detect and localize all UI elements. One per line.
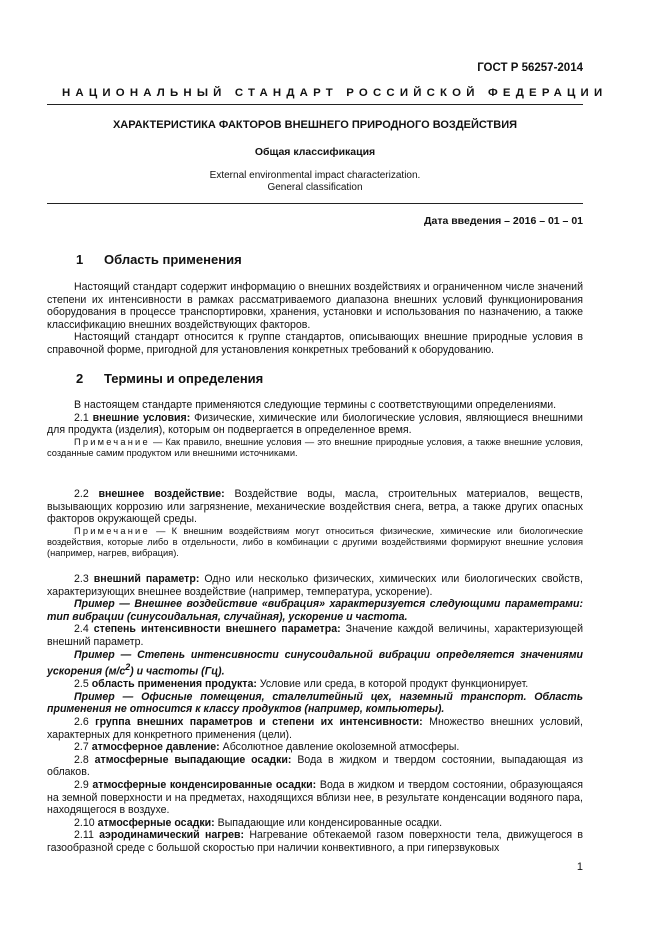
section-number: 2 <box>76 371 84 386</box>
english-title <box>47 170 583 194</box>
paragraph: В настоящем стандарте применяются следующие термины с соответствующими определениями. <box>74 399 557 411</box>
standard-number: ГОСТ Р 56257-2014 <box>477 62 583 74</box>
section-title: Область применения <box>104 252 242 267</box>
example: Пример — Внешнее воздействие «вибрация» характеризуется следующими параметрами: тип вибрации (синусоидальная, случайная), ускорение и частота. <box>47 598 583 623</box>
document-subtitle: Общая классификация <box>254 146 376 158</box>
section-title: Термины и определения <box>104 371 264 386</box>
term-2-9: 2.9 атмосферные конденсированные осадки: Вода в жидком и твердом состоянии, образующаяся на земной поверхности и на предметах, находящихся вблизи нее, в результате конденсации водяного пара, находящегося в воздухе. <box>47 779 584 817</box>
note: Примечание — К внешним воздействиям могут относиться физические, химические или биологические воздействия, которые либо в отдельности, либо в комбинации с другими воздействиями формируют внешние условия (например, нагрев, вибрация). <box>47 525 583 559</box>
term-2-11: 2.11 аэродинамический нагрев: Нагревание обтекаемой газом поверхности тела, движущегося в газообразной среде с большой скоростью при наличии конвективного, а при гиперзвуковых <box>47 829 583 854</box>
title-divider <box>47 203 583 204</box>
section-2-body-c <box>47 573 583 855</box>
paragraph: Настоящий стандарт относится к группе стандартов, описывающих внешние природные условия в справочной форме, пригодной для установления конкретных требований к оборудованию. <box>47 331 583 356</box>
term-2-8: 2.8 атмосферные выпадающие осадки: Вода в жидком и твердом состоянии, выпадающая из облаков. <box>47 753 583 779</box>
term-2-6: 2.6 группа внешних параметров и степени их интенсивности: Множество внешних условий, характерных для конкретного применения (цели). <box>47 716 583 741</box>
term-2-7: 2.7 атмосферное давление: Абсолютное давление окolоземной атмосферы. <box>74 741 460 754</box>
page-number: 1 <box>576 861 583 873</box>
term-2-2: 2.2 внешнее воздействие: Воздействие воды, масла, строительных материалов, веществ, вызывающих коррозию или загрязнение, механические воздействия снега, ветра, а также других опасных факторов окружающей среды. <box>47 488 583 526</box>
example: Пример — Офисные помещения, сталелитейный цех, наземный транспорт. Область применения не относится к классу продуктов (например, компьютеры). <box>47 690 583 716</box>
section-2-heading <box>76 371 263 386</box>
term-2-3: 2.3 внешний параметр: Одно или несколько физических, химических или биологических свойств, характеризующих внешнее воздействие (например, температура, ускорение). <box>47 573 583 598</box>
example: Пример — Степень интенсивности синусоидальной вибрации определяется значениями ускорения $(м/с^2)$ и частоты (Гц). <box>47 648 583 678</box>
introduction-date: Дата введения – 2016 – 01 – 01 <box>424 215 583 227</box>
term-2-5: 2.5 область применения продукта: Условие или среда, в которой продукт функционирует. <box>74 678 529 691</box>
section-1-body <box>47 281 583 357</box>
header-divider <box>47 104 583 105</box>
section-2-body-b <box>47 488 583 559</box>
english-title-line-2: General classification <box>267 182 363 193</box>
english-title-line-1: External environmental impact characterization. <box>209 170 421 181</box>
term-2-10: 2.10 атмосферные осадки: Выпадающие или конденсированные осадки. <box>74 816 443 829</box>
section-number: 1 <box>76 252 84 267</box>
note: Примечание — Как правило, внешние условия — это внешние природные условия, а также внешние условия, созданные самим продуктом или внешними источниками. <box>47 436 583 458</box>
section-2-body <box>47 399 583 459</box>
section-1-heading <box>76 252 242 267</box>
document-title: ХАРАКТЕРИСТИКА ФАКТОРОВ ВНЕШНЕГО ПРИРОДНОГО ВОЗДЕЙСТВИЯ <box>112 119 518 131</box>
national-standard-heading: НАЦИОНАЛЬНЫЙ СТАНДАРТ РОССИЙСКОЙ ФЕДЕРАЦИИ <box>62 87 608 99</box>
term-2-1: 2.1 внешние условия: Физические, химические или биологические условия, являющиеся внешними для продукта (изделия), которым он подвергается в определенное время. <box>47 411 583 437</box>
paragraph: Настоящий стандарт содержит информацию о внешних воздействиях и ограниченном числе значений степени их интенсивности в рамках рассматриваемого диапазона внешних условий функционирования оборудования в процессе транспортировки, хранения, установки и использования по назначению, а также классификацию внешних воздействующих факторов. <box>47 281 583 331</box>
term-2-4: 2.4 степень интенсивности внешнего параметра: Значение каждой величины, характеризующей внешний параметр. <box>47 623 583 648</box>
